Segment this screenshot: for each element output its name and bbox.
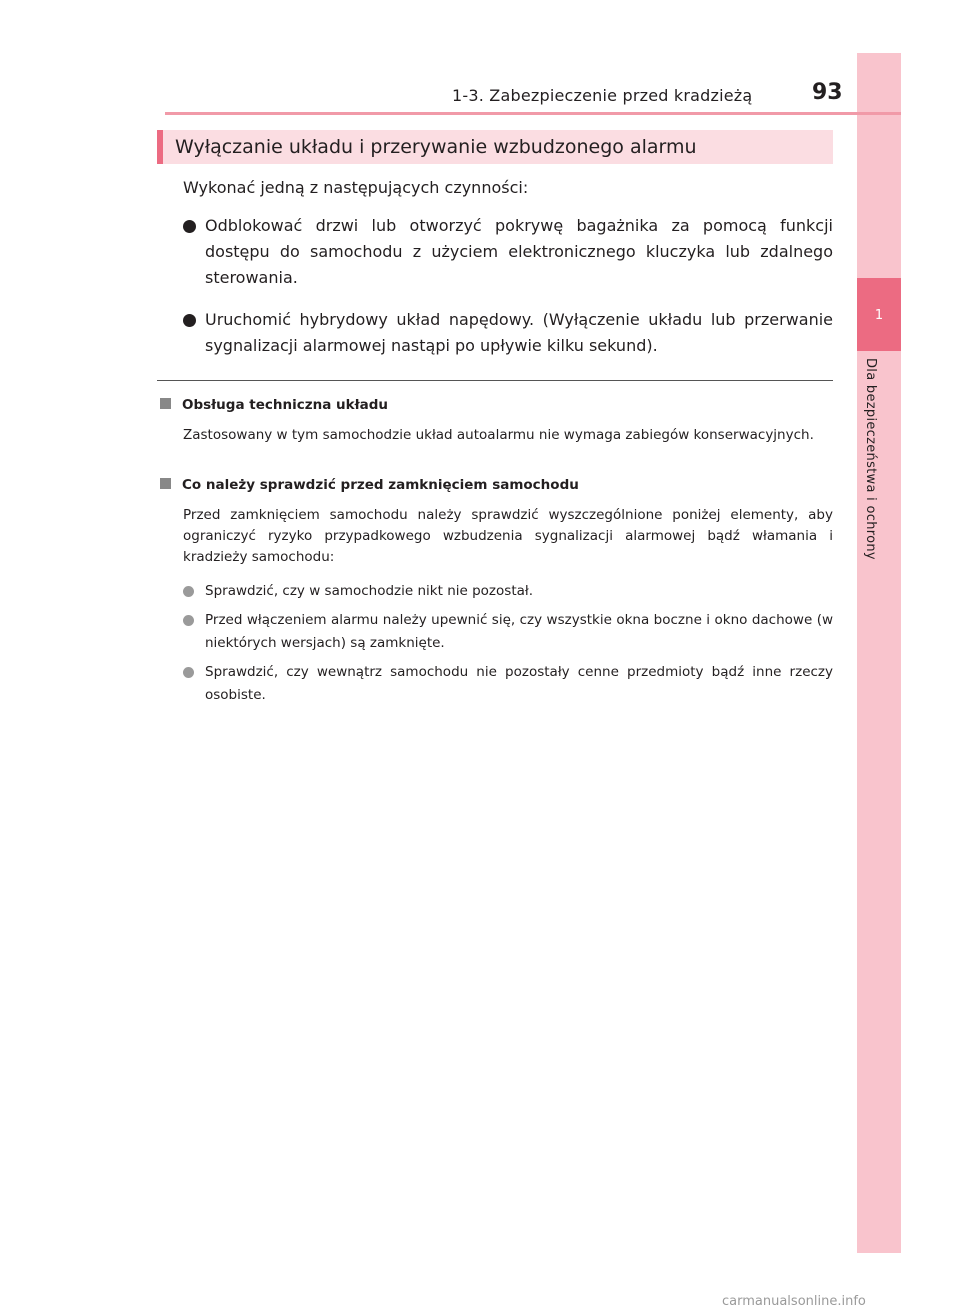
section-divider xyxy=(157,380,833,381)
square-bullet-icon xyxy=(160,398,171,409)
note-heading-text: Co należy sprawdzić przed zamknięciem samochodu xyxy=(182,477,579,493)
check-list-item xyxy=(183,661,833,707)
running-header-title: 1-3. Zabezpieczenie przed kradzieżą xyxy=(452,86,753,105)
bullet-dot-icon xyxy=(183,220,196,233)
check-list-text: Sprawdzić, czy w samochodzie nikt nie pozostał. xyxy=(205,583,534,599)
chapter-number-tab: 1 xyxy=(857,278,901,351)
footer-watermark: carmanualsonline.info xyxy=(722,1294,866,1309)
check-list-item xyxy=(183,580,833,603)
check-list-text: Przed włączeniem alarmu należy upewnić się, czy wszystkie okna boczne i okno dachowe (w niektórych wersjach) są zamknięte. xyxy=(205,612,833,651)
bullet-item xyxy=(183,307,833,359)
bullet-dot-icon xyxy=(183,314,196,327)
bullet-text: Odblokować drzwi lub otworzyć pokrywę bagażnika za pomocą funkcji dostępu do samochodu z użyciem elektronicznego kluczyka lub zdalnego sterowania. xyxy=(205,216,833,287)
note-body: Przed zamknięciem samochodu należy sprawdzić wyszczególnione poniżej elementy, aby ograniczyć ryzyko przypadkowego wzbudzenia sygnalizacji alarmowej bądź włamania i kradzieży samochodu: xyxy=(183,507,833,565)
note-heading-text: Obsługa techniczna układu xyxy=(182,397,388,413)
section-intro: Wykonać jedną z następujących czynności: xyxy=(183,178,529,197)
bullet-dot-icon xyxy=(183,615,194,626)
square-bullet-icon xyxy=(160,478,171,489)
section-heading-bar xyxy=(157,130,833,164)
chapter-side-tab xyxy=(857,53,901,1253)
bullet-text: Uruchomić hybrydowy układ napędowy. (Wyłączenie układu lub przerwanie sygnalizacji alarmowej nastąpi po upływie kilku sekund). xyxy=(205,310,833,355)
note-body: Zastosowany w tym samochodzie układ autoalarmu nie wymaga zabiegów konserwacyjnych. xyxy=(183,427,814,443)
bullet-item xyxy=(183,213,833,291)
chapter-title-vertical: Dla bezpieczeństwa i ochrony xyxy=(863,358,878,560)
page-number: 93 xyxy=(812,80,843,105)
note-heading xyxy=(160,477,579,493)
bullet-dot-icon xyxy=(183,586,194,597)
section-heading: Wyłączanie układu i przerywanie wzbudzonego alarmu xyxy=(175,136,697,158)
bullet-dot-icon xyxy=(183,667,194,678)
check-list-text: Sprawdzić, czy wewnątrz samochodu nie pozostały cenne przedmioty bądź inne rzeczy osobiste. xyxy=(205,664,833,703)
note-heading xyxy=(160,397,388,413)
check-list-item xyxy=(183,609,833,655)
header-rule xyxy=(165,112,901,115)
section-heading-accent xyxy=(157,130,163,164)
